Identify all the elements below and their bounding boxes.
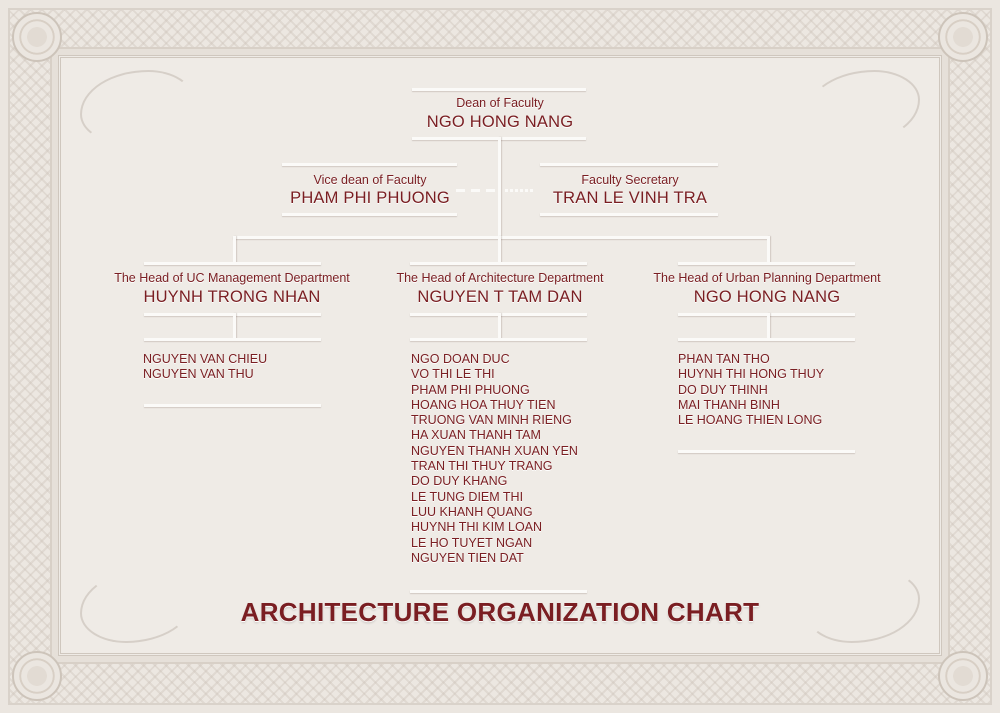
department-head-name: NGUYEN T TAM DAN (417, 288, 583, 306)
member-name: NGO DOAN DUC (411, 352, 510, 366)
member-name: TRAN THI THUY TRANG (411, 459, 553, 474)
members-top-bar (678, 338, 855, 341)
department-drop-line (767, 236, 770, 263)
member-name: PHAM PHI PHUONG (411, 382, 530, 397)
member-name: VO THI LE THI (411, 367, 495, 382)
department-role: The Head of Urban Planning Department (653, 271, 881, 285)
secretary-role: Faculty Secretary (581, 173, 679, 187)
member-name: HUYNH THI KIM LOAN (411, 520, 543, 535)
department-head-name: NGO HONG NANG (693, 288, 841, 306)
departments-branch-line (233, 236, 770, 239)
member-name: LE HOANG THIEN LONG (678, 413, 823, 428)
secretary-top-bar (540, 163, 718, 166)
corner-rosette-icon (12, 651, 62, 701)
member-name: NGUYEN TIEN DAT (411, 550, 524, 565)
member-name: HUYNH THI HONG THUY (678, 367, 825, 382)
corner-rosette-icon (12, 12, 62, 62)
department-drop-line (233, 236, 236, 263)
department-members-line (233, 313, 236, 339)
member-name: PHAN TAN THO (678, 352, 770, 366)
secretary-bottom-bar (540, 213, 718, 216)
department-top-bar (410, 262, 587, 265)
vice-dean-dashed-link (456, 189, 496, 192)
member-name: DO DUY THINH (678, 382, 768, 397)
dean-top-bar (412, 88, 586, 91)
member-name: LE TUNG DIEM THI (411, 489, 524, 504)
department-top-bar (678, 262, 855, 265)
chart-title: ARCHITECTURE ORGANIZATION CHART (240, 597, 760, 627)
department-top-bar (144, 262, 321, 265)
vice-dean-bottom-bar (282, 213, 457, 216)
department-members-line (498, 313, 501, 339)
member-name: HA XUAN THANH TAM (411, 428, 541, 443)
corner-rosette-icon (938, 651, 988, 701)
member-name: DO DUY KHANG (411, 474, 508, 489)
members-bottom-bar (410, 590, 587, 593)
department-member-list (143, 352, 267, 383)
members-top-bar (410, 338, 587, 341)
secretary-dotted-link (505, 189, 535, 192)
members-bottom-bar (678, 450, 855, 453)
member-name: NGUYEN VAN THU (143, 367, 254, 382)
member-name: HOANG HOA THUY TIEN (411, 397, 556, 412)
department-member-list (678, 352, 824, 428)
corner-rosette-icon (938, 12, 988, 62)
department-head-name: HUYNH TRONG NHAN (143, 288, 321, 306)
department-role: The Head of Architecture Department (396, 271, 604, 285)
vice-dean-role: Vice dean of Faculty (313, 173, 427, 187)
member-name: NGUYEN VAN CHIEU (143, 352, 268, 366)
members-bottom-bar (144, 404, 321, 407)
dean-role: Dean of Faculty (456, 96, 544, 110)
department-members-line (767, 313, 770, 339)
vice-dean-top-bar (282, 163, 457, 166)
member-name: LE HO TUYET NGAN (411, 535, 533, 550)
member-name: TRUONG VAN MINH RIENG (411, 413, 572, 428)
member-name: LUU KHANH QUANG (411, 504, 533, 519)
dean-trunk-line (498, 137, 501, 237)
vice-dean-name: PHAM PHI PHUONG (290, 189, 450, 207)
members-top-bar (144, 338, 321, 341)
department-drop-line (498, 236, 501, 263)
secretary-name: TRAN LE VINH TRA (552, 189, 708, 207)
department-role: The Head of UC Management Department (114, 271, 350, 285)
department-member-list (411, 352, 578, 566)
member-name: NGUYEN THANH XUAN YEN (411, 443, 578, 458)
member-name: MAI THANH BINH (678, 397, 780, 412)
dean-name: NGO HONG NANG (426, 113, 574, 131)
